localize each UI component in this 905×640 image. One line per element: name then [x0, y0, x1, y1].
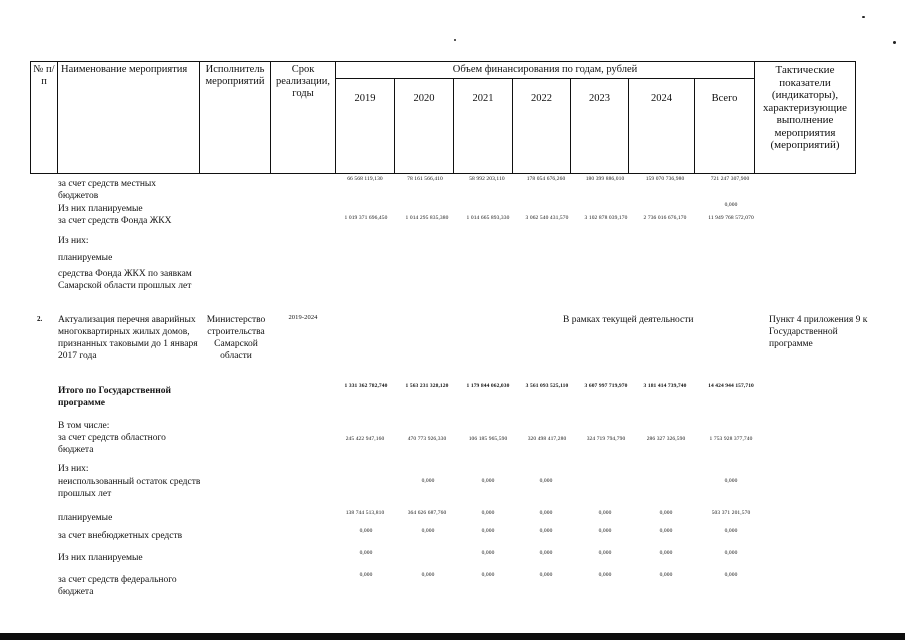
- value-cell: 0,000: [598, 510, 612, 516]
- total-label: Итого по Государственной программе: [58, 386, 171, 408]
- fund-label: за счет средств Фонда ЖКХ: [58, 216, 172, 226]
- regional-label: за счет средств областного бюджета: [58, 433, 166, 455]
- value-cell: 0,000: [359, 572, 373, 578]
- federal-label: за счет средств федерального бюджета: [58, 575, 177, 597]
- header-year-2022: 2022: [513, 79, 571, 174]
- header-indicators: Тактические показатели (индикаторы), характеризующие выполнение мероприятия (мероприятий): [755, 62, 856, 174]
- value-cell: 0,000: [724, 478, 738, 484]
- value-cell: 0,000: [659, 510, 673, 516]
- planned3-label: планируемые: [58, 513, 113, 523]
- header-executor: Исполнитель мероприятий: [200, 62, 271, 174]
- scan-speck: [454, 39, 456, 41]
- value-cell: 470 773 926,330: [407, 436, 447, 442]
- header-table: [30, 61, 856, 174]
- item2-number: 2.: [37, 315, 43, 323]
- value-cell: 0,000: [481, 572, 495, 578]
- value-cell: 3 561 093 525,110: [525, 383, 569, 389]
- value-cell: 0,000: [724, 550, 738, 556]
- value-cell: 0,000: [598, 528, 612, 534]
- value-cell: 1 014 295 835,380: [405, 215, 449, 221]
- header-no: № п/п: [31, 62, 58, 174]
- planned-total-value: 0,000: [724, 202, 738, 208]
- header-year-2020: 2020: [395, 79, 454, 174]
- value-cell: 324 719 794,790: [586, 436, 626, 442]
- header-funding: Объем финансирования по годам, рублей: [336, 62, 755, 79]
- value-cell: 0,000: [359, 528, 373, 534]
- value-cell: 0,000: [481, 510, 495, 516]
- incl-label: В том числе:: [58, 421, 110, 431]
- value-cell: 0,000: [539, 550, 553, 556]
- value-cell: 1 014 665 893,330: [466, 215, 510, 221]
- value-cell: 2 736 016 676,170: [643, 215, 687, 221]
- value-cell: 178 054 676,260: [526, 176, 566, 182]
- value-cell: 0,000: [598, 572, 612, 578]
- value-cell: 0,000: [539, 510, 553, 516]
- value-cell: 0,000: [421, 572, 435, 578]
- header-year-2024: 2024: [629, 79, 695, 174]
- value-cell: 159 070 736,980: [645, 176, 685, 182]
- value-cell: 0,000: [539, 528, 553, 534]
- fund-requests-label: средства Фонда ЖКХ по заявкам Самарской области прошлых лет: [58, 269, 192, 291]
- value-cell: 0,000: [659, 572, 673, 578]
- item2-name: Актуализация перечня аварийных многоквартирных жилых домов, признанных таковыми до 1 января 2017 года: [58, 315, 198, 361]
- value-cell: 0,000: [481, 528, 495, 534]
- value-cell: 0,000: [421, 528, 435, 534]
- value-cell: 0,000: [481, 478, 495, 484]
- item2-indicator: Пункт 4 приложения 9 к Государственной программе: [769, 315, 868, 349]
- value-cell: 3 607 997 719,970: [584, 383, 628, 389]
- value-cell: 0,000: [539, 572, 553, 578]
- value-cell: 106 185 965,590: [468, 436, 508, 442]
- planned2-label: планируемые: [58, 253, 113, 263]
- value-cell: 3 062 540 431,570: [525, 215, 569, 221]
- value-cell: 0,000: [539, 478, 553, 484]
- scan-bottom-edge: [0, 633, 905, 640]
- value-cell: 1 563 231 328,120: [405, 383, 449, 389]
- header-year-total: Всего: [695, 79, 755, 174]
- value-cell: 0,000: [359, 550, 373, 556]
- value-cell: 78 161 566,410: [407, 176, 443, 182]
- local-budget-label: за счет средств местных бюджетов: [58, 179, 157, 201]
- value-cell: 721 247 307,900: [710, 176, 750, 182]
- item2-term: 2019-2024: [288, 314, 318, 321]
- scan-speck: [862, 16, 865, 18]
- value-cell: 0,000: [481, 550, 495, 556]
- value-cell: 1 753 928 377,740: [709, 436, 753, 442]
- value-cell: 3 102 878 039,170: [584, 215, 628, 221]
- item2-executor: Министерство строительства Самарской области: [206, 315, 266, 361]
- value-cell: 3 181 414 739,740: [643, 383, 687, 389]
- header-year-2021: 2021: [454, 79, 513, 174]
- value-cell: 320 498 417,280: [527, 436, 567, 442]
- header-name: Наименование мероприятия: [58, 62, 200, 174]
- value-cell: 364 626 687,760: [407, 510, 447, 516]
- value-cell: 245 422 947,160: [345, 436, 385, 442]
- of-them-label: Из них:: [58, 236, 89, 246]
- unused-label: неиспользованный остаток средств прошлых лет: [58, 477, 201, 499]
- item2-funding: В рамках текущей деятельности: [563, 315, 694, 325]
- value-cell: 0,000: [659, 528, 673, 534]
- value-cell: 286 327 326,590: [646, 436, 686, 442]
- value-cell: 138 744 513,810: [345, 510, 385, 516]
- value-cell: 0,000: [724, 528, 738, 534]
- value-cell: 0,000: [659, 550, 673, 556]
- value-cell: 14 424 944 157,710: [708, 383, 754, 389]
- value-cell: 0,000: [421, 478, 435, 484]
- planned-label: Из них планируемые: [58, 204, 143, 214]
- value-cell: 66 568 119,130: [347, 176, 383, 182]
- value-cell: 1 331 362 782,740: [344, 383, 388, 389]
- extra-label: за счет внебюджетных средств: [58, 531, 183, 541]
- value-cell: 1 179 844 062,030: [466, 383, 510, 389]
- scan-speck: [893, 41, 896, 44]
- value-cell: 0,000: [724, 572, 738, 578]
- value-cell: 0,000: [598, 550, 612, 556]
- header-term: Срок реализации, годы: [271, 62, 336, 174]
- of-them2-label: Из них:: [58, 464, 89, 474]
- value-cell: 503 371 201,570: [711, 510, 751, 516]
- value-cell: 180 399 886,010: [585, 176, 625, 182]
- extra-planned-label: Из них планируемые: [58, 553, 143, 563]
- value-cell: 58 992 203,110: [469, 176, 505, 182]
- value-cell: 1 019 371 696,450: [344, 215, 388, 221]
- value-cell: 11 949 768 572,070: [708, 215, 754, 221]
- header-year-2023: 2023: [571, 79, 629, 174]
- header-year-2019: 2019: [336, 79, 395, 174]
